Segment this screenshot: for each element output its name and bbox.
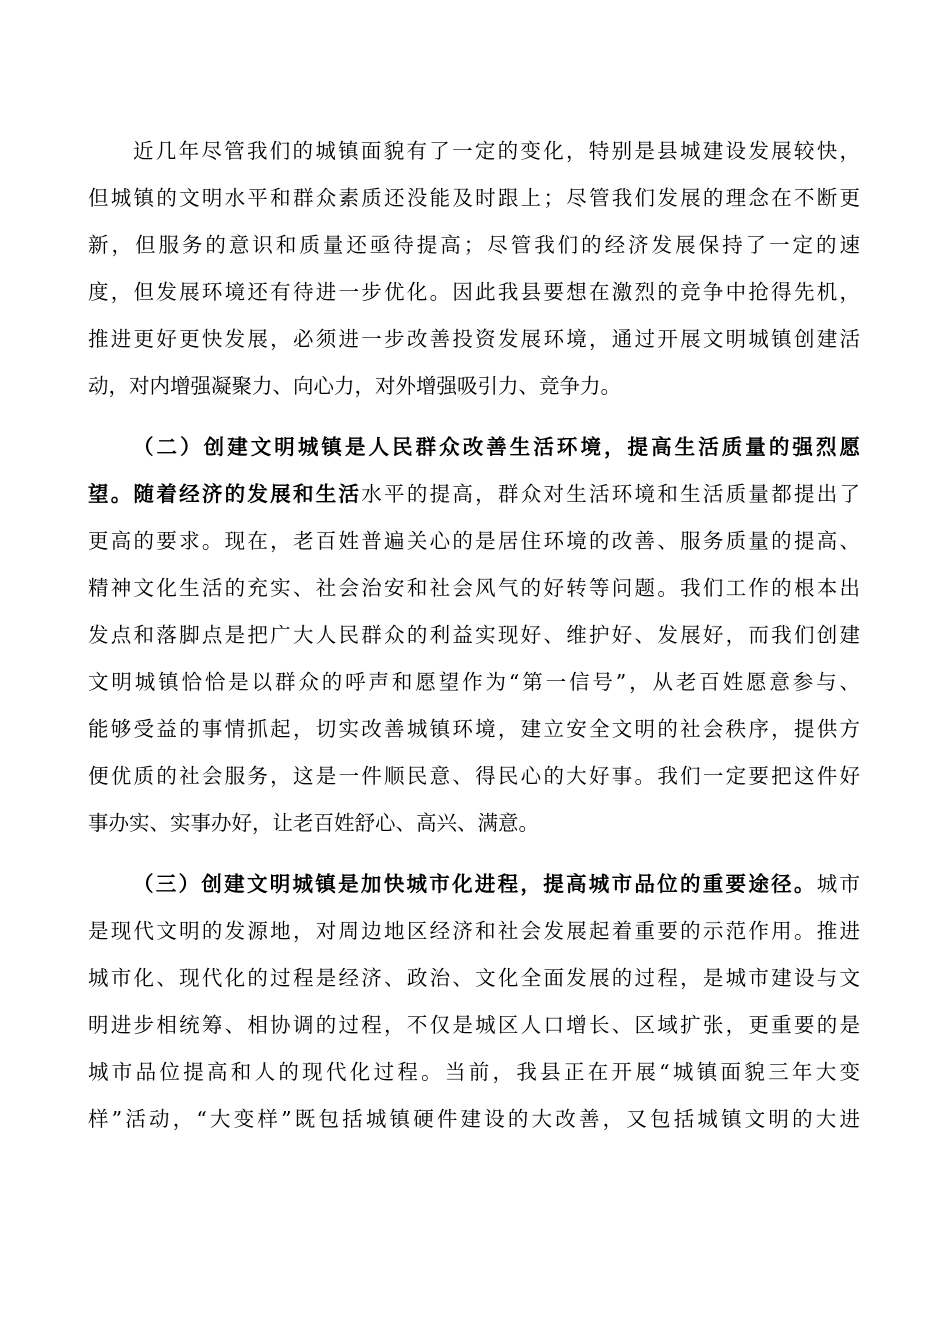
paragraph-2-line-3: 更高的要求。现在，老百姓普遍关心的是居住环境的改善、服务质量的提高、: [88, 529, 860, 553]
paragraph-1-line-1: 近几年尽管我们的城镇面貌有了一定的变化，特别是县城建设发展较快，: [133, 139, 860, 163]
paragraph-1-line-6: 动，对内增强凝聚力、向心力，对外增强吸引力、竞争力。: [88, 374, 621, 398]
paragraph-2-line-9: 事办实、实事办好，让老百姓舒心、高兴、满意。: [88, 811, 539, 835]
paragraph-3-line-2: 是现代文明的发源地，对周边地区经济和社会发展起着重要的示范作用。推进: [88, 919, 860, 943]
paragraph-3-line-6: 样”活动，“大变样”既包括城镇硬件建设的大改善，又包括城镇文明的大进: [88, 1107, 860, 1131]
paragraph-3-line-4: 明进步相统筹、相协调的过程，不仅是城区人口增长、区域扩张，更重要的是: [88, 1013, 860, 1037]
paragraph-3-bold-lead: （三）创建文明城镇是加快城市化进程，提高城市品位的重要途径。: [133, 872, 817, 896]
paragraph-2-line-4: 精神文化生活的充实、社会治安和社会风气的好转等问题。我们工作的根本出: [88, 576, 860, 600]
paragraph-2-line-8: 便优质的社会服务，这是一件顺民意、得民心的大好事。我们一定要把这件好: [88, 764, 860, 788]
paragraph-2-line-6: 文明城镇恰恰是以群众的呼声和愿望作为“第一信号”，从老百姓愿意参与、: [88, 670, 860, 694]
paragraph-1-line-4: 度，但发展环境还有待进一步优化。因此我县要想在激烈的竞争中抢得先机，: [88, 280, 860, 304]
paragraph-3-line-5: 城市品位提高和人的现代化过程。当前，我县正在开展“城镇面貌三年大变: [88, 1060, 860, 1084]
paragraph-2-line-7: 能够受益的事情抓起，切实改善城镇环境，建立安全文明的社会秩序，提供方: [88, 717, 860, 741]
paragraph-1-line-2: 但城镇的文明水平和群众素质还没能及时跟上；尽管我们发展的理念在不断更: [88, 186, 860, 210]
paragraph-3-line-1: [133, 864, 860, 904]
paragraph-3-line-3: 城市化、现代化的过程是经济、政治、文化全面发展的过程，是城市建设与文: [88, 966, 860, 990]
paragraph-2-line-2: [88, 474, 860, 514]
paragraph-1-line-3: 新，但服务的意识和质量还亟待提高；尽管我们的经济发展保持了一定的速: [88, 233, 860, 257]
paragraph-3-line-1-rest: 城市: [816, 872, 860, 896]
paragraph-1-line-5: 推进更好更快发展，必须进一步改善投资发展环境，通过开展文明城镇创建活: [88, 327, 860, 351]
paragraph-2-line-1: （二）创建文明城镇是人民群众改善生活环境，提高生活质量的强烈愿: [133, 435, 860, 459]
paragraph-2-bold-lead: 望。随着经济的发展和生活: [88, 482, 362, 506]
paragraph-2-line-2-rest: 水平的提高，群众对生活环境和生活质量都提出了: [361, 482, 860, 506]
paragraph-2-line-5: 发点和落脚点是把广大人民群众的利益实现好、维护好、发展好，而我们创建: [88, 623, 860, 647]
